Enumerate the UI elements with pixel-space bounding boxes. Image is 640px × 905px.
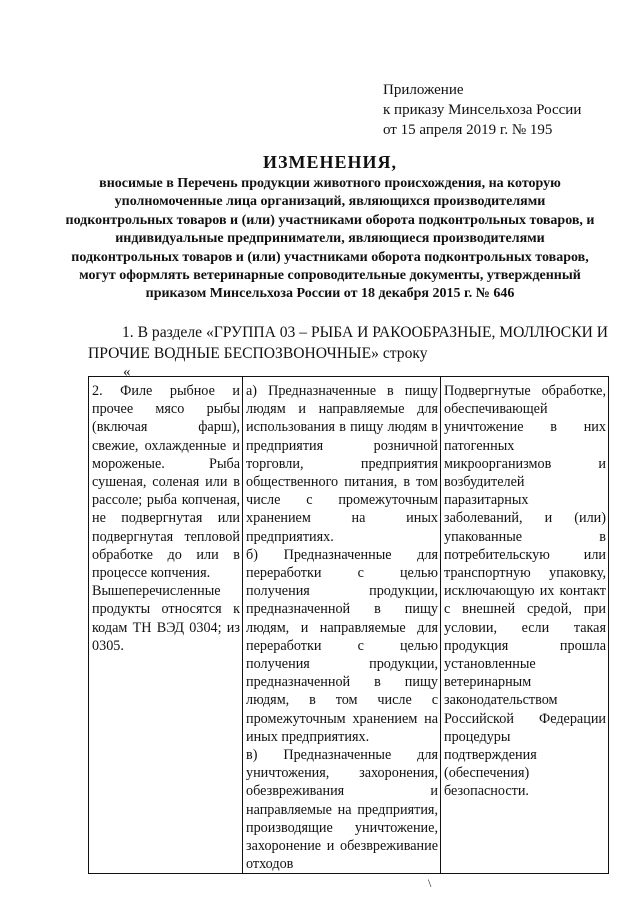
conditions-cell xyxy=(441,377,609,874)
appendix-line-1: Приложение xyxy=(383,82,464,98)
intro-paragraph: 1. В разделе «ГРУППА 03 – РЫБА И РАКООБРАЗНЫЕ, МОЛЛЮСКИ И ПРОЧИЕ ВОДНЫЕ БЕСПОЗВОНОЧНЫЕ» строку xyxy=(88,324,609,362)
product-description-cell xyxy=(89,377,243,874)
conditions-text: Подвергнутые обработке, обеспечивающей уничтожение в них патогенных микроорганизмов и возбудителей паразитарных заболеваний, и (или) упакованные в потребительскую или транспортную упаковку, исключающую их контакт с внешней средой, при условии, если такая продукция прошла установленные ветеринарным законодательством Российской Федерации процедуры подтверждения (обеспечения) безопасности. xyxy=(444,383,606,800)
document-heading xyxy=(60,150,600,304)
appendix-line-3: от 15 апреля 2019 г. № 195 xyxy=(383,122,553,138)
appendix-line-2: к приказу Минсельхоза России xyxy=(383,102,582,118)
product-codes: Вышеперечисленные продукты относятся к кодам ТН ВЭД 0304; из 0305. xyxy=(92,583,240,654)
purpose-b: б) Предназначенные для переработки с целью получения продукции, предназначенной в пищу людям, и направляемые для переработки с целью получения продукции, предназначенной в пищу людям, в том числе с промежуточным хранением на иных предприятиях. xyxy=(246,546,438,745)
document-title: ИЗМЕНЕНИЯ, xyxy=(262,152,397,172)
document-subtitle: вносимые в Перечень продукции животного происхождения, на которую уполномоченные лица организаций, являющихся производителями подконтрольных товаров и (или) участниками оборота подконтрольных товаров, и индивидуальные предприниматели, являющиеся производителями подконтрольных товаров и (или) участниками оборота подконтрольных товаров, могут оформлять ветеринарные сопроводительные документы, утвержденный приказом Минсельхоза России от 18 декабря 2015 г. № 646 xyxy=(65,176,595,302)
product-description: 2. Филе рыбное и прочее мясо рыбы (включая фарш), свежие, охлажденные и мороженые. Рыба сушеная, соленая или в рассоле; рыба копченая, не подвергнутая или подвергнутая тепловой обработке до или в процессе копчения. xyxy=(92,383,240,582)
open-quote: « xyxy=(123,364,131,380)
purpose-a: а) Предназначенные в пищу людям и направляемые для использования в пищу людям в предприятия розничной торговли, предприятия общественного питания, в том числе с промежуточным хранением на иных предприятиях. xyxy=(246,383,438,545)
table-row xyxy=(89,377,609,874)
footer-mark: \ xyxy=(428,876,432,890)
appendix-block xyxy=(383,80,623,140)
changes-table xyxy=(88,376,609,874)
purpose-cell xyxy=(243,377,441,874)
purpose-c: в) Предназначенные для уничтожения, захоронения, обезвреживания и направляемые на предприятия, производящие уничтожение, захоронение и обезвреживание отходов xyxy=(246,747,438,873)
